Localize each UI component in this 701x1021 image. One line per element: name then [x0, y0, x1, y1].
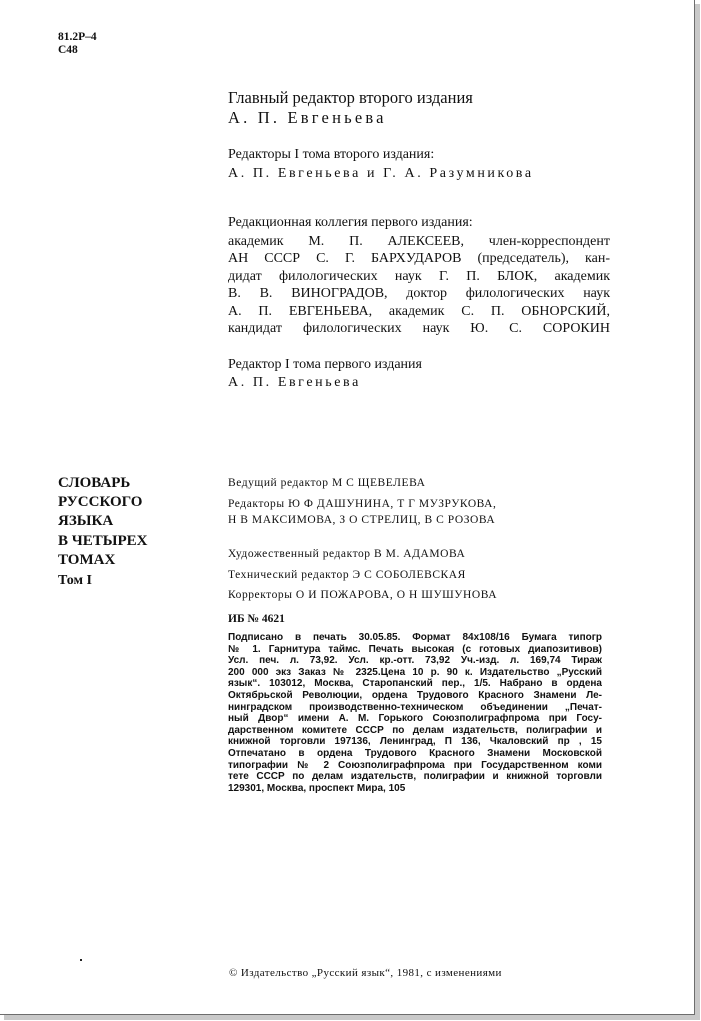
- imprint-line: ный Двор“ имени А. М. Горького Союзполиграфпрома при Госу-: [228, 713, 602, 725]
- editor-in-chief-label: Главный редактор второго издания: [228, 88, 473, 107]
- editorial-board-label: Редакционная коллегия первого издания:: [228, 215, 473, 230]
- page-shadow-bottom: [4, 1015, 700, 1020]
- page-speck: [80, 959, 82, 961]
- bbk-code: 81.2Р–4: [58, 31, 97, 43]
- imprint-block: [228, 632, 602, 794]
- author-mark: С48: [58, 44, 78, 56]
- ib-number: ИБ № 4621: [228, 613, 285, 625]
- volume-number: Том I: [58, 573, 92, 588]
- volume-editors-second-label: Редакторы I тома второго издания:: [228, 147, 435, 162]
- volume-editors-second-names: А. П. Евгеньева и Г. А. Разумникова: [228, 166, 534, 181]
- editorial-board-members: [228, 233, 610, 337]
- editorial-board-line: академик М. П. АЛЕКСЕЕВ, член-корреспондент: [228, 234, 610, 249]
- copyright-notice: © Издательство „Русский язык“, 1981, с изменениями: [229, 967, 502, 979]
- credit-line: Н В МАКСИМОВА, З О СТРЕЛИЦ, В С РОЗОВА: [228, 514, 496, 526]
- credit-line: Корректоры О И ПОЖАРОВА, О Н ШУШУНОВА: [228, 589, 498, 601]
- editorial-board-line: кандидат филологических наук Ю. С. СОРОКИН: [228, 321, 610, 337]
- editorial-board-line: В. В. ВИНОГРАДОВ, доктор филологических наук: [228, 286, 610, 302]
- imprint-line: Подписано в печать 30.05.85. Формат 84х108/16 Бумага типогр: [228, 632, 602, 643]
- imprint-line: книжной торговли 197136, Ленинград, П 136, Чкаловский пр , 15: [228, 736, 602, 748]
- volume-editor-first-label: Редактор I тома первого издания: [228, 357, 422, 372]
- credit-line: Редакторы Ю Ф ДАШУНИНА, Т Г МУЗРУКОВА,: [228, 498, 497, 510]
- imprint-line: Отпечатано в ордена Трудового Красного Знамени Московской: [228, 747, 602, 759]
- editorial-board-line: АН СССР С. Г. БАРХУДАРОВ (председатель), кан-: [228, 251, 610, 267]
- imprint-line: язык“. 103012, Москва, Старопанский пер., 1/5. Набрано в ордена: [228, 678, 602, 690]
- page-shadow-right: [695, 4, 700, 1020]
- book-title: СЛОВАРЬ РУССКОГО ЯЗЫКА В ЧЕТЫРЕХ ТОМАХ: [58, 475, 148, 568]
- credit-line: Технический редактор Э С СОБОЛЕВСКАЯ: [228, 569, 466, 581]
- credit-line: Художественный редактор В М. АДАМОВА: [228, 548, 466, 560]
- volume-editor-first-name: А. П. Евгеньева: [228, 375, 361, 390]
- imprint-line: типографии № 2 Союзполиграфпрома при Государственном коми: [228, 759, 602, 771]
- imprint-line: 129301, Москва, проспект Мира, 105: [228, 782, 406, 794]
- imprint-line: нинградском производственно-техническом объединении „Печат-: [228, 701, 602, 713]
- imprint-line: тете СССР по делам издательств, полиграфии и книжной торговли: [228, 771, 602, 783]
- editor-in-chief-name: А. П. Евгеньева: [228, 108, 387, 127]
- editorial-board-line: А. П. ЕВГЕНЬЕВА, академик С. П. ОБНОРСКИЙ,: [228, 303, 610, 319]
- classification-codes: [58, 31, 97, 57]
- imprint-line: дарственном комитете СССР по делам издательств, полиграфии и: [228, 724, 602, 736]
- imprint-line: № 1. Гарнитура таймс. Печать высокая (с готовых диапозитивов): [228, 643, 602, 655]
- imprint-line: Усл. печ. л. 73,92. Усл. кр.-отт. 73,92 Уч.-изд. л. 169,74 Тираж: [228, 655, 602, 667]
- editorial-board-line: дидат филологических наук Г. П. БЛОК, академик: [228, 268, 610, 284]
- credit-line: Ведущий редактор М С ЩЕВЕЛЕВА: [228, 477, 426, 489]
- imprint-line: 200 000 экз Заказ № 2325.Цена 10 р. 90 к. Издательство „Русский: [228, 666, 602, 678]
- imprint-line: Октябрьской Революции, ордена Трудового Красного Знамени Ле-: [228, 689, 602, 701]
